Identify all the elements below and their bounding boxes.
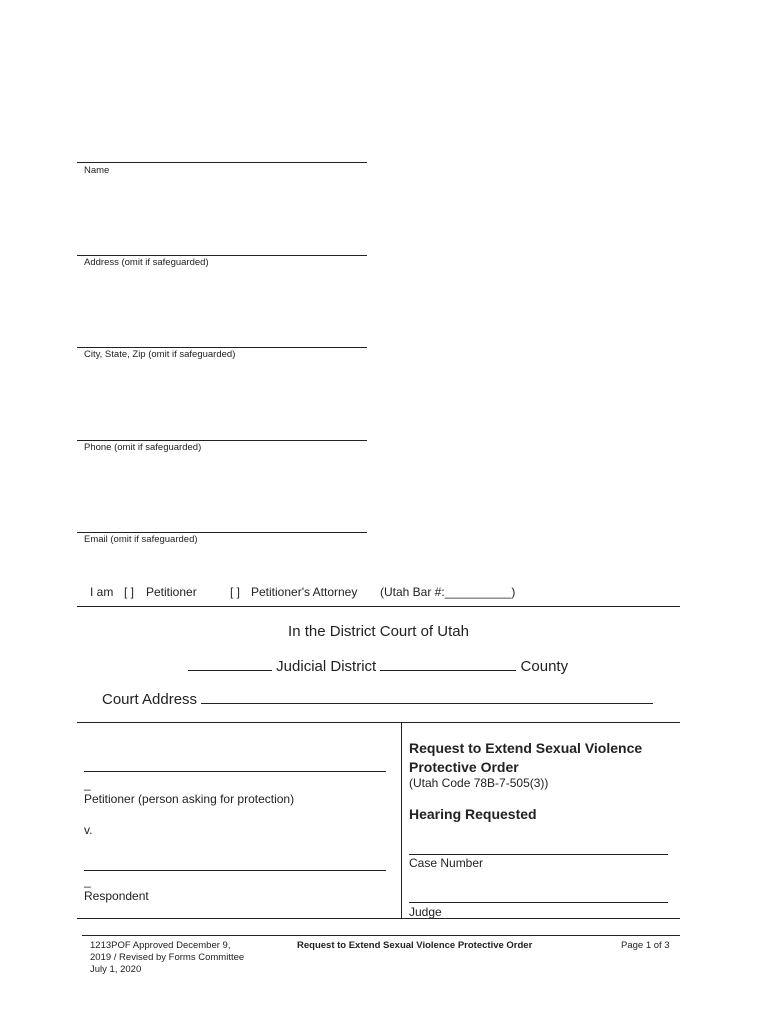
- phone-label: Phone (omit if safeguarded): [84, 442, 202, 453]
- code-reference: (Utah Code 78B-7-505(3)): [409, 776, 549, 790]
- email-line[interactable]: [77, 532, 367, 533]
- attorney-option-label: Petitioner's Attorney: [251, 585, 358, 599]
- form-id-block: [90, 940, 244, 976]
- bar-number-field[interactable]: (Utah Bar #:__________): [380, 585, 516, 599]
- footer-document-name: Request to Extend Sexual Violence Protective Order: [297, 940, 533, 951]
- court-title: In the District Court of Utah: [288, 623, 469, 640]
- petitioner-checkbox[interactable]: [ ]: [124, 585, 135, 599]
- phone-line[interactable]: [77, 440, 367, 441]
- name-line[interactable]: [77, 162, 367, 163]
- city-state-zip-label: City, State, Zip (omit if safeguarded): [84, 349, 236, 360]
- document-title-line2: Protective Order: [409, 759, 519, 775]
- court-address-label: Court Address: [102, 691, 198, 708]
- petitioner-name-line[interactable]: [84, 771, 386, 772]
- county-blank[interactable]: [380, 657, 516, 671]
- email-label: Email (omit if safeguarded): [84, 534, 198, 545]
- petitioner-option-label: Petitioner: [146, 585, 197, 599]
- caption-top-rule: [77, 722, 680, 723]
- respondent-label: Respondent: [84, 889, 149, 903]
- document-title-line1: Request to Extend Sexual Violence: [409, 740, 643, 756]
- hearing-requested: Hearing Requested: [409, 806, 537, 822]
- form-id-line1: 1213POF Approved December 9,: [90, 940, 231, 951]
- court-address-line: [102, 690, 653, 708]
- district-county-line: [188, 657, 568, 675]
- judge-label: Judge: [409, 905, 442, 919]
- petitioner-label: Petitioner (person asking for protection): [84, 792, 295, 806]
- page-number: Page 1 of 3: [621, 940, 670, 951]
- judge-line[interactable]: [409, 902, 668, 903]
- respondent-underscore: _: [84, 874, 91, 888]
- address-line[interactable]: [77, 255, 367, 256]
- court-address-blank[interactable]: [201, 690, 653, 704]
- county-label: County: [520, 658, 569, 675]
- caption-bottom-rule: [77, 918, 680, 919]
- name-label: Name: [84, 165, 110, 176]
- case-number-line[interactable]: [409, 854, 668, 855]
- form-id-line2: 2019 / Revised by Forms Committee: [90, 952, 245, 963]
- judicial-district-label: Judicial District: [276, 658, 377, 675]
- petitioner-underscore: _: [84, 777, 91, 791]
- versus-text: v.: [84, 823, 93, 837]
- caption-vertical-divider: [401, 722, 402, 918]
- city-state-zip-line[interactable]: [77, 347, 367, 348]
- i-am-text: I am: [90, 585, 114, 599]
- district-blank[interactable]: [188, 657, 272, 671]
- footer-rule: [82, 935, 680, 936]
- respondent-name-line[interactable]: [84, 870, 386, 871]
- case-number-label: Case Number: [409, 856, 484, 870]
- header-divider: [77, 606, 680, 607]
- form-id-line3: July 1, 2020: [90, 964, 142, 975]
- attorney-checkbox[interactable]: [ ]: [230, 585, 241, 599]
- address-label: Address (omit if safeguarded): [84, 257, 209, 268]
